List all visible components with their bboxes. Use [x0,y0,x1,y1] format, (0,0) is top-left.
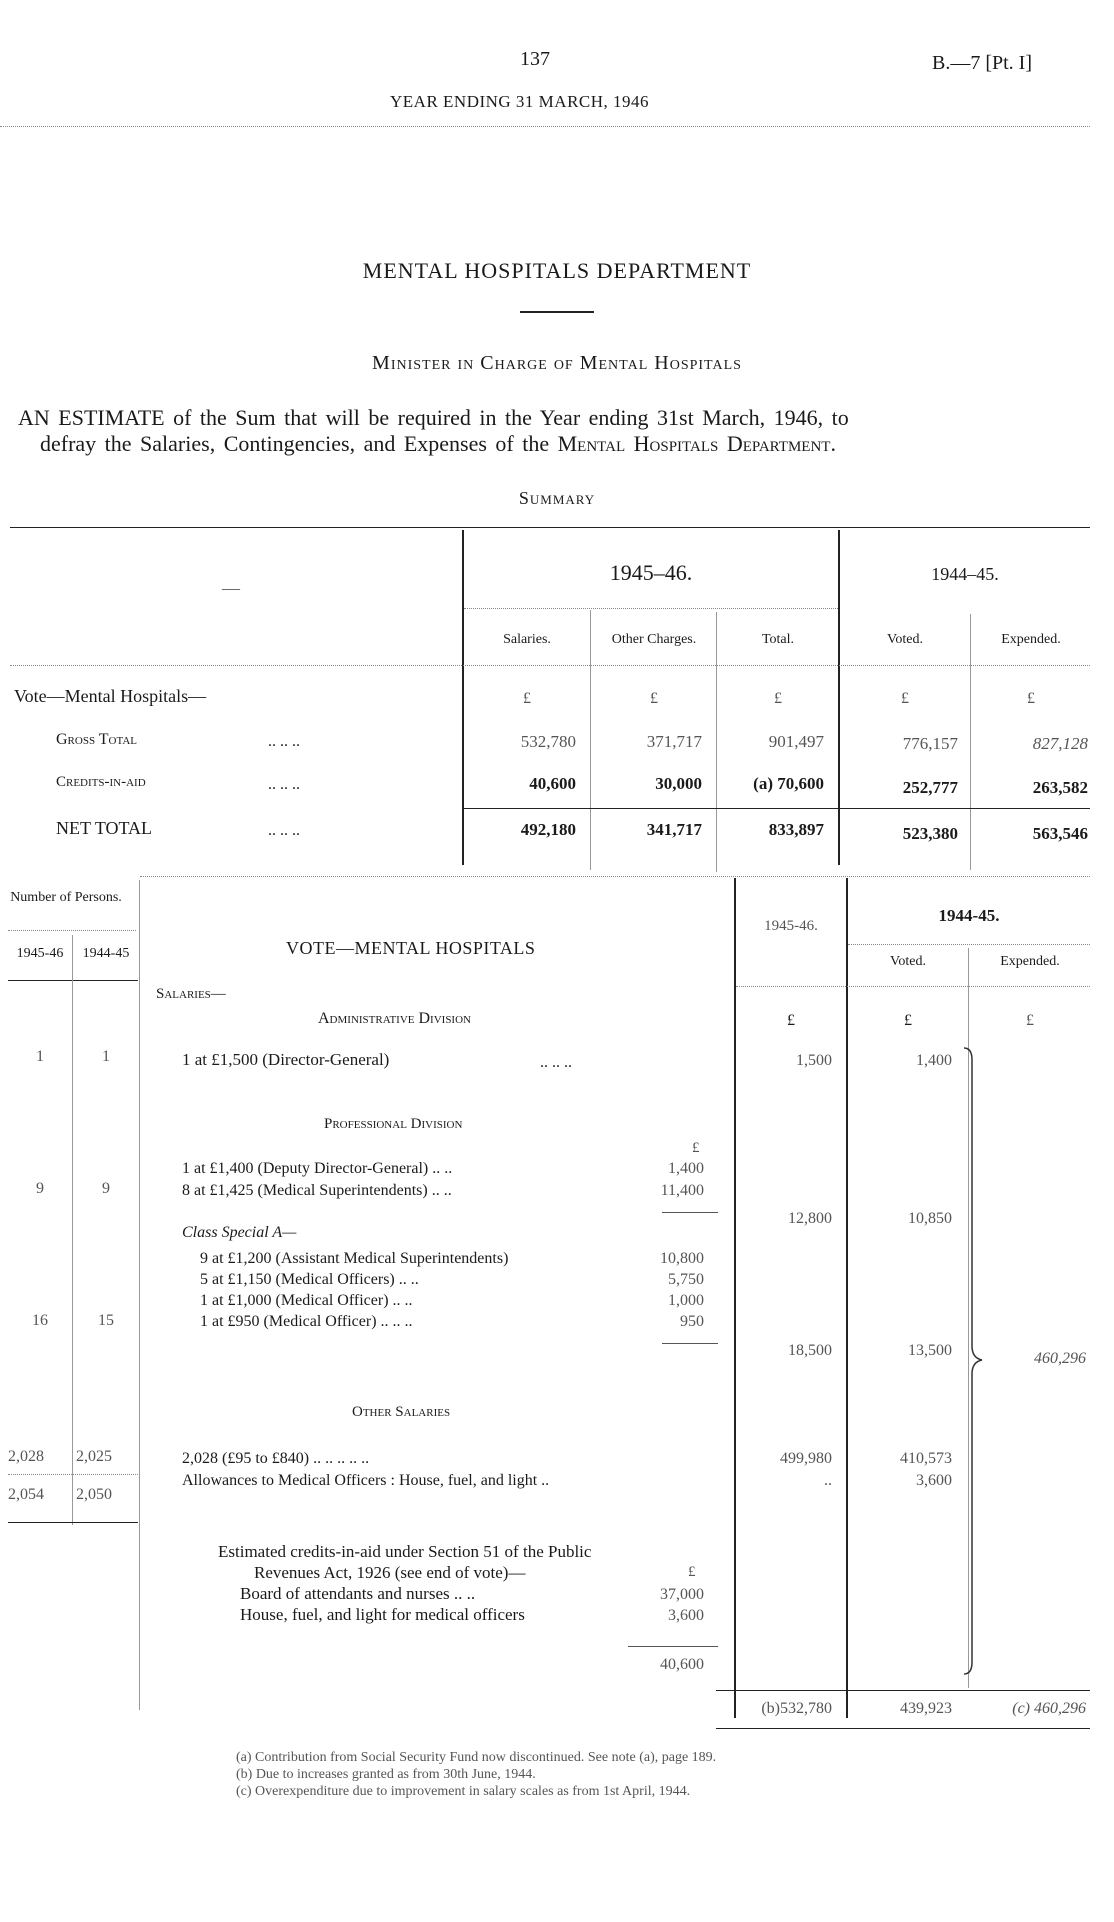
class-item: 1 at £950 (Medical Officer) .. .. .. [200,1313,413,1330]
summary-currency: £ [901,690,909,707]
allowances-item: Allowances to Medical Officers : House, fuel, and light .. [182,1472,550,1489]
summary-expended-value: 563,546 [1032,824,1088,843]
summary-other-value: 371,717 [646,732,702,751]
class-item: 9 at £1,200 (Assistant Medical Superintendents) [200,1250,509,1267]
other-salaries-amount-1945: 499,980 [780,1450,832,1467]
grand-total-1945: (b)532,780 [761,1700,832,1717]
admin-amount-voted: 1,400 [916,1052,952,1069]
credits-item: House, fuel, and light for medical officers [240,1605,525,1624]
vote-col-1945: 1945-46. [764,918,818,934]
summary-salaries-value: 40,600 [529,774,576,793]
credits-total: 40,600 [660,1656,704,1673]
summary-col-salaries: Salaries. [503,632,551,647]
persons-count: 2,025 [76,1448,112,1465]
summary-row-label: Credits-in-aid [56,774,146,790]
persons-year-a: 1945-46 [16,946,64,961]
year-ending-line: YEAR ENDING 31 MARCH, 1946 [390,92,650,111]
persons-count: 1 [36,1048,44,1065]
admin-division-heading: Administrative Division [318,1010,471,1027]
header-rule [0,126,1090,127]
professional-amount-voted: 10,850 [908,1210,952,1227]
vote-title: VOTE—MENTAL HOSPITALS [286,938,536,958]
summary-col-voted: Voted. [887,632,923,647]
class-item-amount: 5,750 [668,1271,704,1288]
summary-divider-other [716,612,717,872]
credits-total-rule [628,1646,718,1647]
credits-item-amount: 3,600 [668,1607,704,1624]
vote-currency: £ [904,1012,912,1029]
summary-col-other: Other Charges. [611,632,697,647]
description-divider [139,880,140,1710]
summary-currency: £ [523,690,531,707]
persons-count: 15 [98,1312,114,1329]
summary-voted-value: 252,777 [902,778,958,797]
persons-heading-rule [8,930,136,931]
vote-header-bottom-rule [736,986,1090,987]
persons-count: 1 [102,1048,110,1065]
credits-in-aid-line-1: Estimated credits-in-aid under Section 51 of the Public [218,1542,592,1561]
vote-currency: £ [1026,1012,1034,1029]
summary-header-bottom-rule [10,665,1090,666]
persons-divider [72,935,73,1525]
credits-item-amount: 37,000 [660,1586,704,1603]
credits-in-aid-line-2: Revenues Act, 1926 (see end of vote)— [254,1563,526,1582]
persons-count: 2,028 [8,1448,44,1465]
grand-total-rule [716,1690,1090,1691]
professional-item: 1 at £1,400 (Deputy Director-General) .. .. [182,1160,453,1177]
summary-bottom-rule [140,876,1090,877]
summary-total-value: 901,497 [768,732,824,751]
professional-subtotal-rule [662,1212,718,1213]
vote-previous-divider [846,878,848,1718]
summary-vote-label: Vote—Mental Hospitals— [14,686,207,706]
summary-total-value: (a) 70,600 [753,774,824,793]
other-salaries-heading: Other Salaries [352,1404,451,1420]
footnote: (c) Overexpenditure due to improvement in salary scales as from 1st April, 1944. [236,1784,691,1799]
summary-dash: — [222,578,240,598]
class-item-amount: 1,000 [668,1292,704,1309]
professional-item: 8 at £1,425 (Medical Superintendents) .. .. [182,1182,452,1199]
summary-total-value: 833,897 [768,820,824,839]
title-rule [520,311,594,313]
minister-heading: Minister in Charge of Mental Hospitals [372,352,742,374]
vote-year-underline [848,944,1090,945]
persons-count: 16 [32,1312,48,1329]
professional-item-amount: 1,400 [668,1160,704,1177]
summary-col-expended: Expended. [1001,632,1061,647]
summary-divider-salaries [590,610,591,870]
estimate-line-1: AN ESTIMATE of the Sum that will be required in the Year ending 31st March, 1946, to [18,405,849,430]
vote-col-expended: Expended. [1000,954,1060,969]
summary-voted-value: 776,157 [902,734,958,753]
estimate-department: Mental Hospitals Department. [557,431,836,456]
salaries-heading: Salaries— [156,986,226,1002]
summary-expended-value: 263,582 [1032,778,1088,797]
vote-amount-divider [734,878,736,1718]
professional-currency: £ [692,1140,700,1156]
summary-currency: £ [650,690,658,707]
professional-division-heading: Professional Division [324,1116,463,1132]
summary-col-total: Total. [761,632,795,647]
vote-col-voted: Voted. [890,954,926,969]
page-reference: B.—7 [Pt. I] [932,52,1032,74]
persons-count: 9 [36,1180,44,1197]
estimate-line-2 [40,431,836,457]
vote-currency: £ [787,1012,795,1029]
department-title: MENTAL HOSPITALS DEPARTMENT [362,258,752,283]
bracket-expended-amount: 460,296 [1034,1350,1086,1367]
class-special-heading: Class Special A— [182,1224,297,1241]
estimate-line-2-text: defray the Salaries, Contingencies, and Expenses of the [40,431,558,456]
summary-heading: Summary [518,488,596,508]
number-of-persons-heading: Number of Persons. [10,890,122,905]
grand-total-voted: 439,923 [900,1700,952,1717]
persons-total-rule [8,1522,138,1523]
persons-header-rule [8,980,138,981]
summary-year-underline [464,608,838,609]
class-item-amount: 10,800 [660,1250,704,1267]
other-salaries-item: 2,028 (£95 to £840) .. .. .. .. .. [182,1450,370,1467]
page-number: 137 [520,48,550,70]
summary-year-current: 1945–46. [609,560,693,585]
allowances-amount-voted: 3,600 [916,1472,952,1489]
summary-currency: £ [774,690,782,707]
footnote: (b) Due to increases granted as from 30th June, 1944. [236,1767,536,1782]
other-salaries-amount-voted: 410,573 [900,1450,952,1467]
admin-amount-1945: 1,500 [796,1052,832,1069]
footnote: (a) Contribution from Social Security Fund now discontinued. See note (a), page 189. [236,1750,717,1765]
class-subtotal-rule [662,1343,718,1344]
admin-dots: .. .. .. [540,1054,572,1071]
summary-top-rule [10,527,1090,528]
professional-item-amount: 11,400 [660,1182,704,1199]
class-amount-1945: 18,500 [788,1342,832,1359]
persons-year-b: 1944-45 [82,946,130,961]
summary-row-label: NET TOTAL [56,818,153,838]
persons-count: 9 [102,1180,110,1197]
vote-col-1944: 1944-45. [938,906,1000,925]
summary-year-previous: 1944–45. [931,564,999,584]
credits-item: Board of attendants and nurses .. .. [240,1584,476,1603]
persons-total: 2,054 [8,1486,44,1503]
class-item: 1 at £1,000 (Medical Officer) .. .. [200,1292,413,1309]
class-item-amount: 950 [680,1313,704,1330]
grand-total-expended: (c) 460,296 [1012,1700,1086,1717]
persons-subtotal-rule [8,1474,138,1475]
summary-currency: £ [1027,690,1035,707]
summary-net-rule [464,808,1090,809]
admin-item: 1 at £1,500 (Director-General) [182,1050,390,1069]
summary-other-value: 341,717 [646,820,702,839]
summary-other-value: 30,000 [655,774,702,793]
credits-currency: £ [688,1564,696,1580]
summary-expended-value: 827,128 [1032,734,1088,753]
class-amount-voted: 13,500 [908,1342,952,1359]
grand-total-bottom-rule [716,1728,1090,1729]
class-item: 5 at £1,150 (Medical Officers) .. .. [200,1271,419,1288]
summary-row-dots: .. .. .. [268,822,300,839]
summary-row-dots: .. .. .. [268,776,300,793]
summary-voted-value: 523,380 [902,824,958,843]
allowances-amount-1945: .. [824,1472,832,1489]
summary-row-label: Gross Total [56,731,138,748]
summary-salaries-value: 532,780 [520,732,576,751]
persons-total: 2,050 [76,1486,112,1503]
summary-divider-voted [970,614,971,870]
professional-amount-1945: 12,800 [788,1210,832,1227]
summary-salaries-value: 492,180 [520,820,576,839]
summary-row-dots: .. .. .. [268,733,300,750]
